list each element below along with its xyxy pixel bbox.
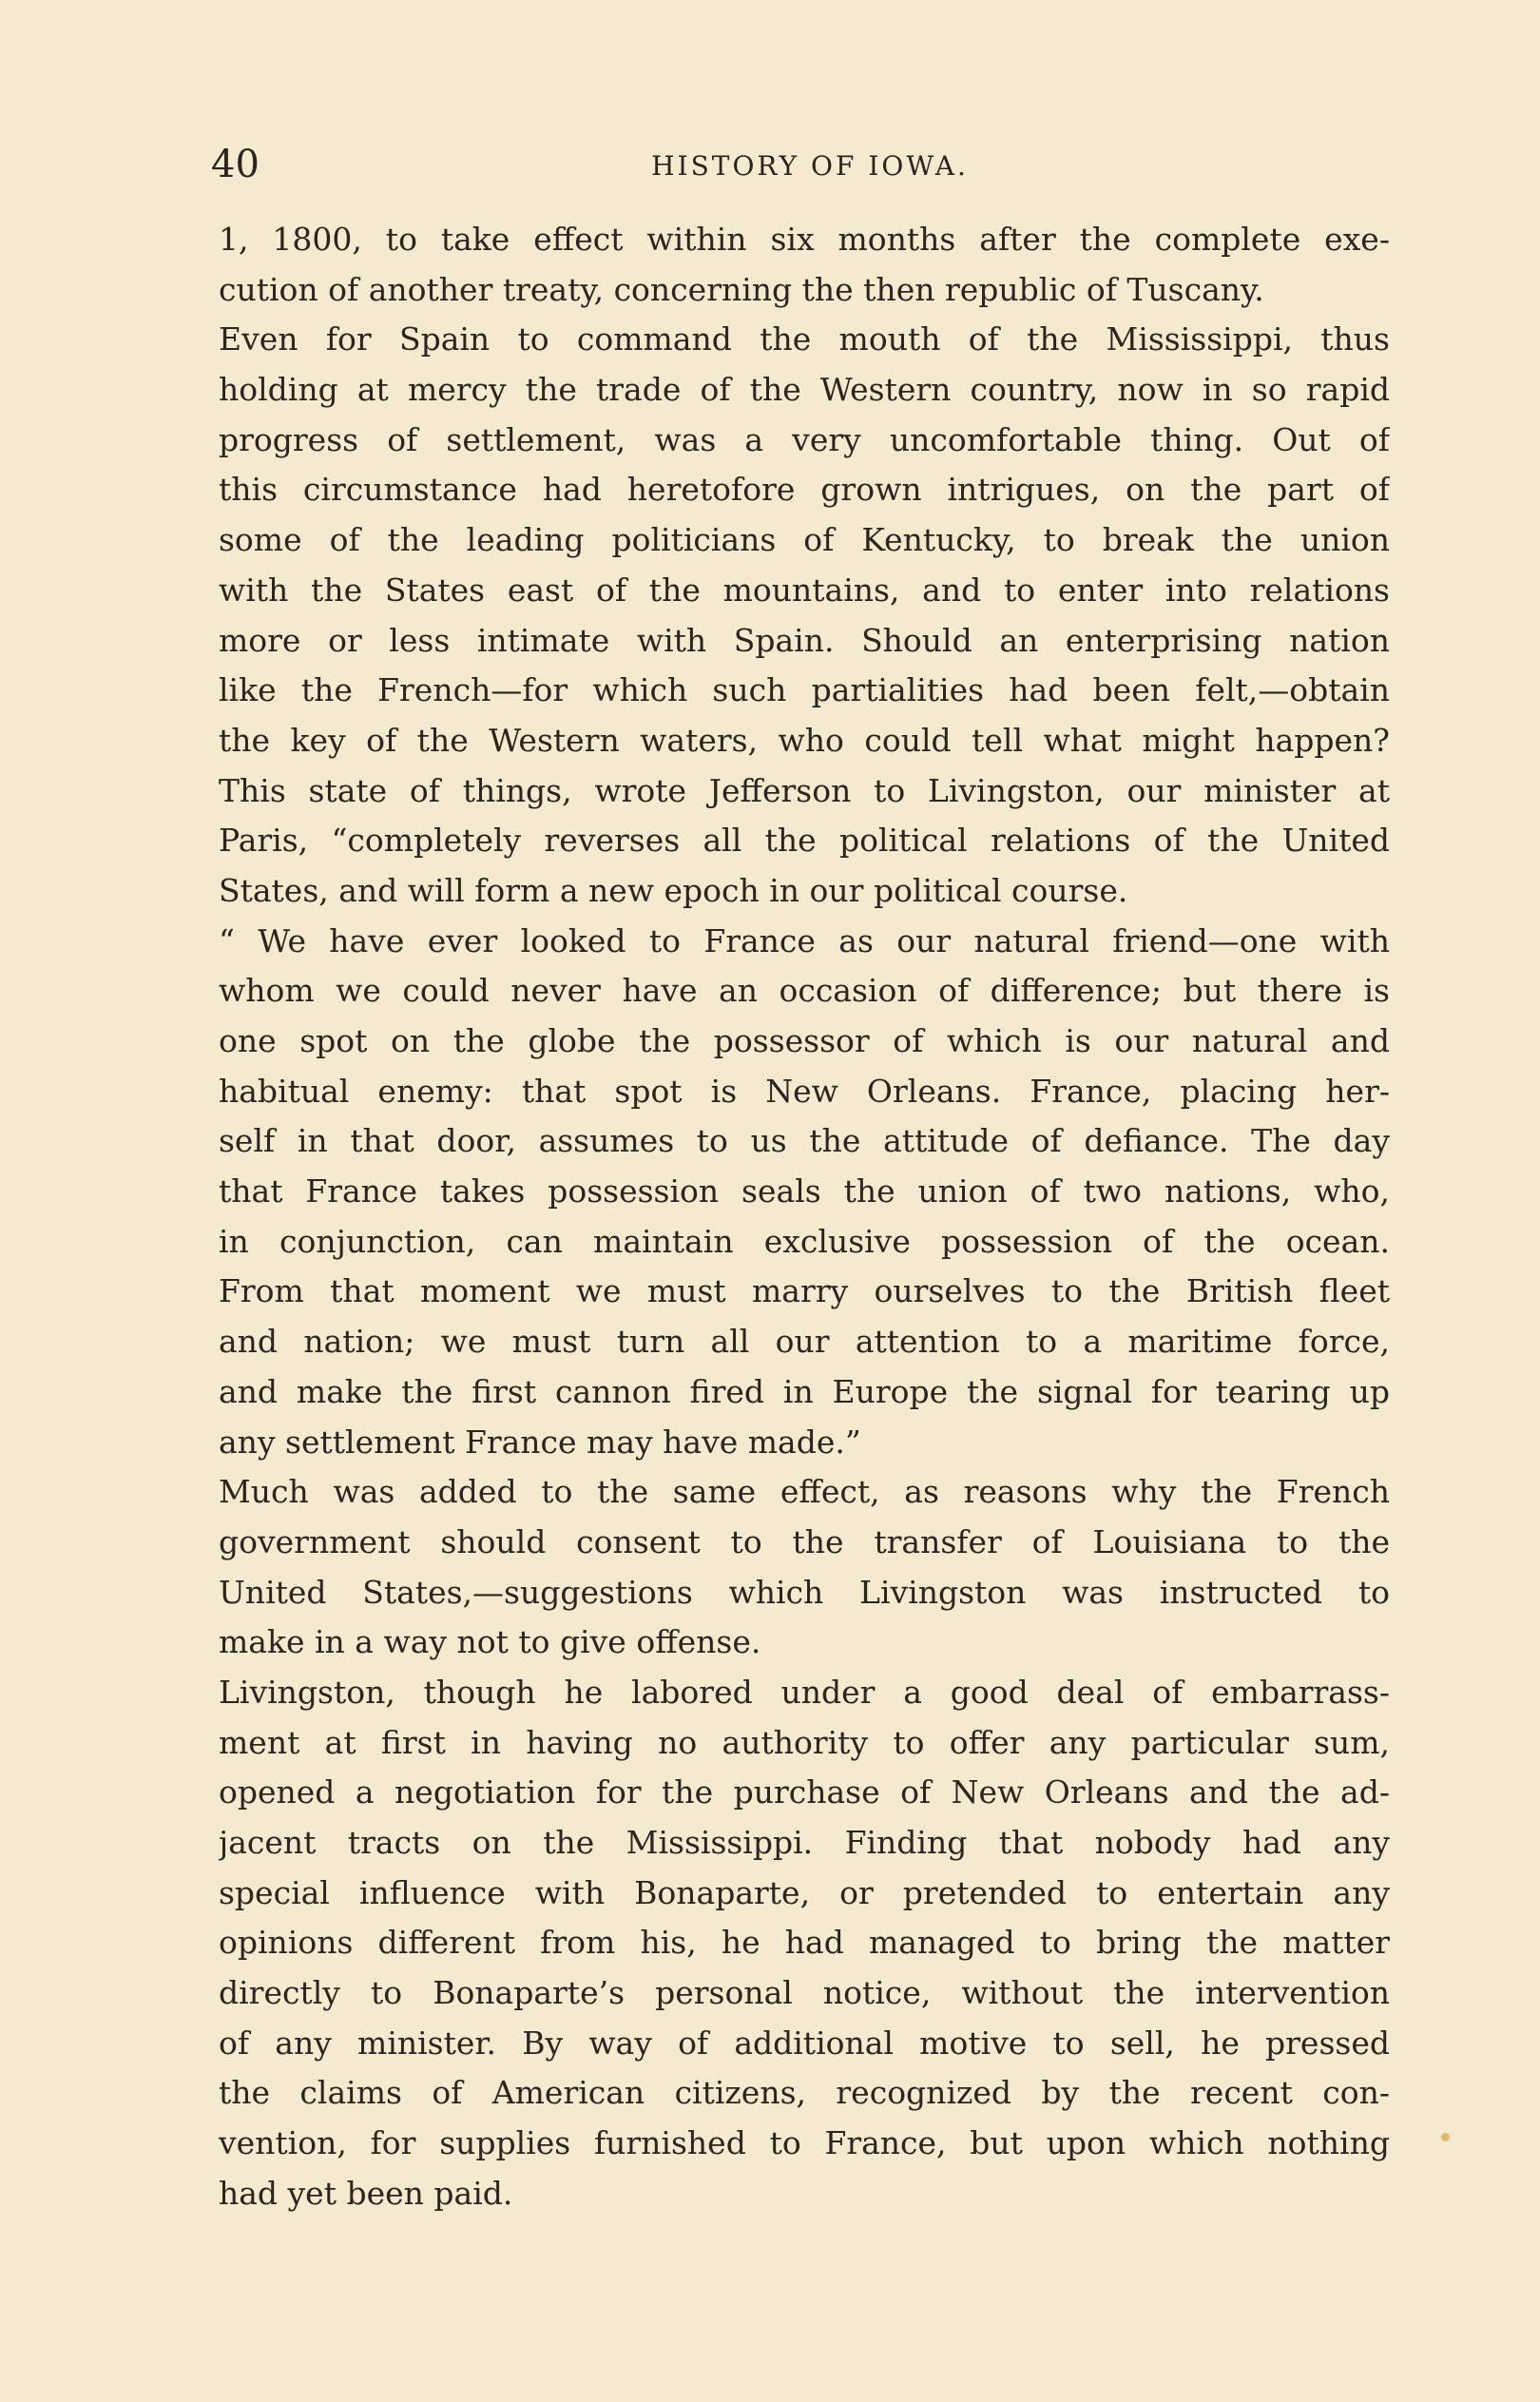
text-line: like the French—for which such partialities had been felt,—obtain [219,671,1390,709]
text-line: make in a way not to give offense. [219,1623,761,1661]
text-line: and nation; we must turn all our attention to a maritime force, [219,1323,1390,1361]
page-header [211,143,1409,200]
text-line: habitual enemy: that spot is New Orleans. France, placing her- [219,1072,1390,1110]
text-line: Paris, “completely reverses all the political relations of the United [219,822,1390,860]
body-text [219,215,1390,2219]
text-line: Much was added to the same effect, as reasons why the French [219,1473,1390,1511]
paper-speck [1441,2133,1450,2141]
text-line: Even for Spain to command the mouth of the Mississippi, thus [219,320,1390,358]
text-line: that France takes possession seals the union of two nations, who, [219,1172,1390,1211]
text-line: United States,—suggestions which Livingston was instructed to [219,1573,1390,1611]
text-line: States, and will form a new epoch in our political course. [219,871,1128,909]
text-line: holding at mercy the trade of the Western country, now in so rapid [219,371,1390,409]
text-line: with the States east of the mountains, and to enter into relations [219,571,1390,609]
text-line: special influence with Bonaparte, or pretended to entertain any [219,1873,1390,1911]
text-line: cution of another treaty, concerning the then republic of Tuscany. [219,270,1264,308]
text-line: self in that door, assumes to us the attitude of defiance. The day [219,1122,1390,1160]
text-line: the key of the Western waters, who could tell what might happen? [219,721,1390,759]
text-line: one spot on the globe the possessor of which is our natural and [219,1022,1390,1059]
text-line: any settlement France may have made.” [219,1423,861,1461]
text-line: this circumstance had heretofore grown intrigues, on the part of [219,471,1390,509]
text-line: government should consent to the transfer of Louisiana to the [219,1522,1390,1560]
text-line: opened a negotiation for the purchase of New Orleans and the ad- [219,1773,1390,1811]
page-number: 40 [211,143,260,186]
text-line: This state of things, wrote Jefferson to Livingston, our minister at [219,771,1390,809]
text-line: 1, 1800, to take effect within six months after the complete exe- [219,221,1390,258]
text-line: some of the leading politicians of Kentucky, to break the union [219,521,1390,559]
text-line: progress of settlement, was a very uncomfortable thing. Out of [219,420,1390,458]
text-line: Livingston, though he labored under a good deal of embarrass- [219,1673,1390,1711]
text-line: vention, for supplies furnished to France, but upon which nothing [219,2124,1390,2162]
text-line: more or less intimate with Spain. Should an enterprising nation [219,621,1390,659]
text-line: opinions different from his, he had managed to bring the matter [219,1924,1390,1962]
running-title: HISTORY OF IOWA. [651,150,969,182]
text-line: of any minister. By way of additional motive to sell, he pressed [219,2024,1390,2062]
text-line: whom we could never have an occasion of difference; but there is [219,972,1390,1010]
text-line: “ We have ever looked to France as our natural friend—one with [219,921,1390,959]
text-line: From that moment we must marry ourselves to the British fleet [219,1272,1390,1310]
text-line: in conjunction, can maintain exclusive possession of the ocean. [219,1222,1390,1260]
text-line: jacent tracts on the Mississippi. Finding that nobody had any [219,1824,1390,1861]
text-line: and make the first cannon fired in Europe the signal for tearing up [219,1372,1390,1410]
text-line: ment at first in having no authority to offer any particular sum, [219,1723,1390,1761]
text-line: the claims of American citizens, recognized by the recent con- [219,2074,1390,2112]
text-line: had yet been paid. [219,2174,513,2212]
text-line: directly to Bonaparte’s personal notice, without the intervention [219,1974,1390,2012]
